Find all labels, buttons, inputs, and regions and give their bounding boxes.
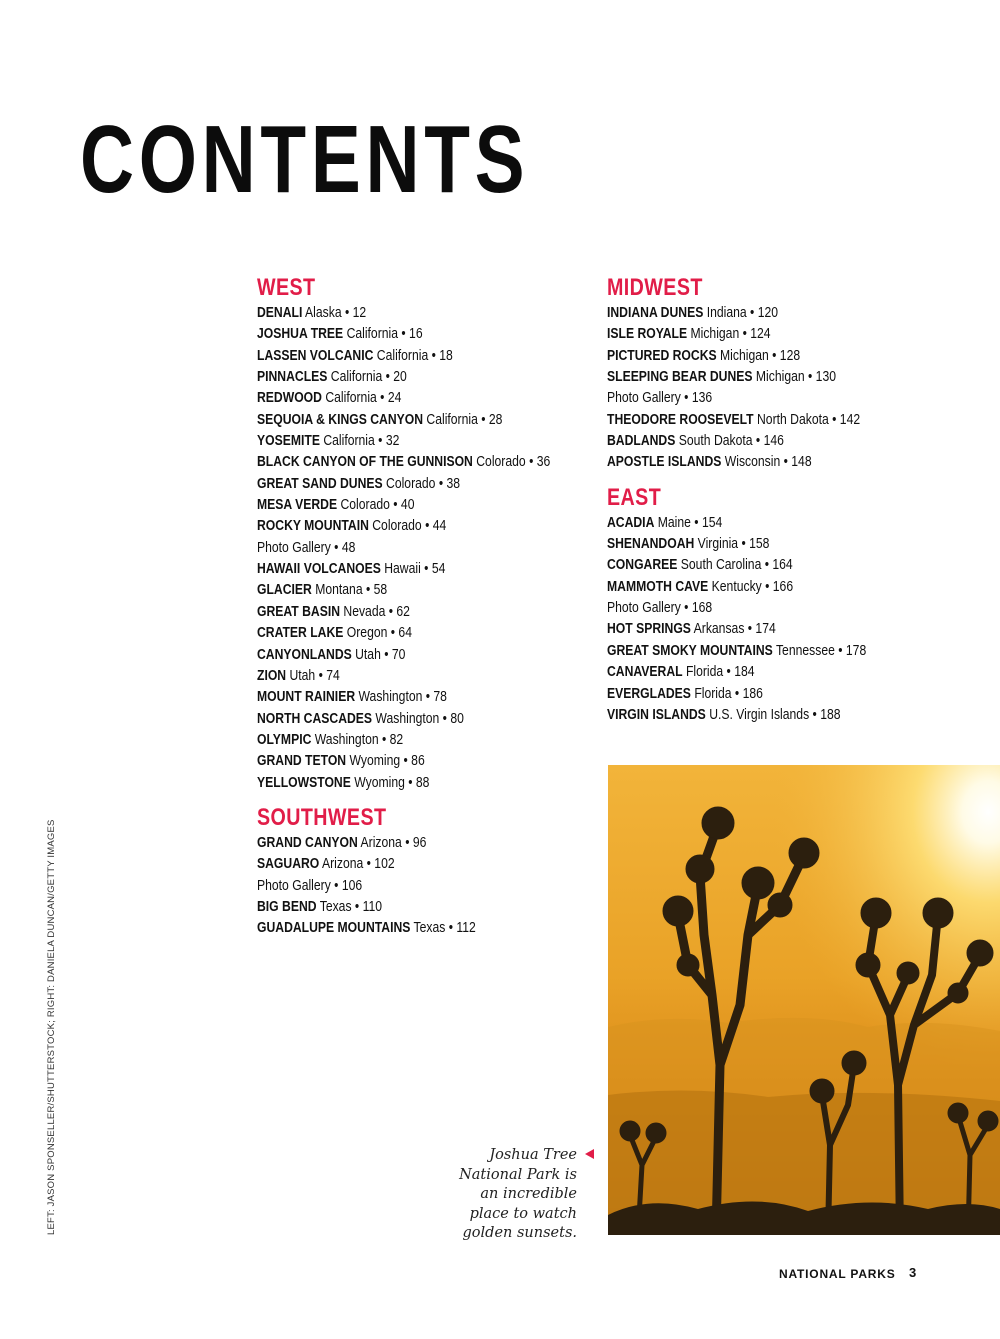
toc-entry [607,641,926,662]
toc-entry [257,367,543,388]
park-name: YOSEMITE [257,433,320,450]
entry-location-page: Arizona • 96 [357,834,427,851]
park-name: DENALI [257,305,303,321]
park-name: CANAVERAL [607,664,683,681]
park-name: GRAND TETON [257,753,347,770]
toc-entry [257,303,543,324]
toc-entry [257,623,543,644]
park-name: EVERGLADES [607,685,691,702]
entry-location-page: Michigan • 124 [687,326,771,343]
entry-location-page: California • 16 [343,326,423,343]
toc-entry [257,854,543,875]
entry-location-page: Michigan • 128 [716,347,801,364]
park-name: INDIANA DUNES [607,305,704,321]
toc-entry [257,516,543,537]
entry-location-page: Colorado • 36 [472,454,551,471]
toc-entry [257,602,543,623]
park-name: JOSHUA TREE [257,326,344,343]
entry-location-page: Photo Gallery • 106 [257,877,363,894]
entry-list [257,833,597,940]
toc-entry [257,388,543,409]
toc-entry [607,555,926,576]
park-name: THEODORE ROOSEVELT [607,411,754,428]
entry-location-page: Florida • 186 [690,685,763,702]
park-name: GREAT BASIN [257,603,341,620]
entry-location-page: Indiana • 120 [703,305,779,321]
park-name: LASSEN VOLCANIC [257,347,374,364]
section-west [257,276,597,794]
park-name: GRAND CANYON [257,834,358,851]
entry-list [607,513,987,726]
entry-location-page: California • 28 [423,411,503,428]
entry-location-page: Oregon • 64 [343,625,412,642]
park-name: GLACIER [257,582,312,599]
toc-entry [257,495,543,516]
entry-location-page: Florida • 184 [682,664,755,681]
toc-entry [607,410,926,431]
section-heading: MIDWEST [607,274,703,301]
entry-location-page: Wyoming • 88 [350,774,430,791]
park-name: GREAT SAND DUNES [257,475,383,492]
section-southwest [257,803,597,940]
entry-location-page: South Dakota • 146 [675,433,784,450]
park-name: BIG BEND [257,898,317,915]
toc-entry [607,598,926,619]
park-name: REDWOOD [257,390,322,407]
park-name: MESA VERDE [257,497,338,514]
entry-location-page: Arizona • 102 [319,856,395,873]
toc-entry [257,580,543,601]
toc-entry [257,730,543,751]
toc-entry [257,538,543,559]
page-number: 3 [909,1265,917,1280]
park-name: YELLOWSTONE [257,774,351,791]
park-name: CONGAREE [607,557,678,574]
entry-location-page: Washington • 80 [372,710,464,727]
entry-list [607,303,987,474]
toc-entry [257,876,543,897]
park-name: HAWAII VOLCANOES [257,561,381,578]
park-name: GUADALUPE MOUNTAINS [257,920,411,937]
park-name: CANYONLANDS [257,646,352,663]
entry-location-page: California • 20 [327,369,407,386]
entry-location-page: Texas • 110 [316,898,383,915]
toc-entry [607,513,926,534]
toc-entry [607,367,926,388]
joshua-tree-photo [608,765,1000,1235]
toc-entry [257,645,543,666]
toc-entry [607,431,926,452]
park-name: APOSTLE ISLANDS [607,454,722,471]
toc-entry [607,662,926,683]
toc-entry [607,452,926,473]
entry-location-page: Kentucky • 166 [708,578,794,595]
park-name: ROCKY MOUNTAIN [257,518,369,535]
park-name: SAGUARO [257,856,320,873]
section-heading: WEST [257,274,316,301]
section-midwest [607,276,987,474]
toc-entry [257,833,543,854]
toc-entry [607,346,926,367]
caption-pointer-icon [585,1149,594,1159]
toc-entry [257,773,543,794]
entry-location-page: South Carolina • 164 [677,557,793,574]
entry-location-page: Nevada • 62 [340,603,410,620]
entry-location-page: Colorado • 40 [337,497,415,514]
toc-entry [257,474,543,495]
entry-location-page: Washington • 78 [355,689,447,706]
entry-location-page: Photo Gallery • 48 [257,539,356,556]
entry-location-page: Michigan • 130 [752,369,837,386]
toc-entry [257,346,543,367]
park-name: VIRGIN ISLANDS [607,706,706,723]
entry-location-page: Colorado • 44 [368,518,447,535]
entry-location-page: Washington • 82 [311,731,404,748]
entry-location-page: Wyoming • 86 [346,753,425,770]
park-name: SEQUOIA & KINGS CANYON [257,411,424,428]
entry-location-page: California • 32 [319,433,400,450]
entry-location-page: Texas • 112 [410,920,476,937]
entry-location-page: Colorado • 38 [382,475,461,492]
toc-entry [257,324,543,345]
park-name: CRATER LAKE [257,625,344,642]
entry-location-page: Utah • 70 [351,646,406,663]
toc-entry [607,684,926,705]
toc-entry [257,751,543,772]
park-name: ISLE ROYALE [607,326,688,343]
park-name: GREAT SMOKY MOUNTAINS [607,642,773,659]
park-name: ACADIA [607,514,655,531]
park-name: HOT SPRINGS [607,621,691,638]
entry-location-page: Virginia • 158 [694,536,770,553]
park-name: BADLANDS [607,433,676,450]
entry-location-page: Wisconsin • 148 [721,454,812,471]
contents-column-left [257,276,597,952]
toc-entry [607,534,926,555]
park-name: ZION [257,667,287,684]
section-heading: EAST [607,483,662,511]
toc-entry [257,452,551,473]
toc-entry [607,388,926,409]
park-name: MOUNT RAINIER [257,689,356,706]
toc-entry [257,431,543,452]
toc-entry [257,559,543,580]
page-title: CONTENTS [80,106,530,213]
entry-location-page: Alaska • 12 [302,305,367,321]
toc-entry [607,619,926,640]
entry-location-page: Photo Gallery • 168 [607,600,713,617]
toc-entry [607,577,926,598]
entry-location-page: Tennessee • 178 [772,642,867,659]
entry-location-page: Maine • 154 [654,514,723,531]
toc-entry [257,918,543,939]
park-name: BLACK CANYON OF THE GUNNISON [257,454,473,471]
contents-column-right [607,276,987,738]
entry-location-page: California • 24 [321,390,402,407]
entry-location-page: Hawaii • 54 [380,561,446,578]
park-name: MAMMOTH CAVE [607,578,709,595]
toc-entry [257,666,543,687]
entry-location-page: Montana • 58 [311,582,388,599]
photo-caption: Joshua Tree National Park is an incredible place to watch golden sunsets. [459,1147,577,1241]
park-name: SHENANDOAH [607,536,695,553]
park-name: NORTH CASCADES [257,710,373,727]
toc-entry [607,324,926,345]
entry-list [257,303,597,794]
toc-entry [257,687,543,708]
section-heading: SOUTHWEST [257,803,387,831]
footer-title: NATIONAL PARKS [779,1267,896,1281]
toc-entry [607,303,926,324]
entry-location-page: Arkansas • 174 [690,621,776,638]
entry-location-page: California • 18 [373,347,453,364]
entry-location-page: North Dakota • 142 [753,411,861,428]
toc-entry [607,705,926,726]
entry-location-page: U.S. Virgin Islands • 188 [705,706,841,723]
toc-entry [257,709,543,730]
section-east [607,483,987,726]
photo-credit: LEFT: JASON SPONSELLER/SHUTTERSTOCK; RIGHT: DANIELA DUNCAN/GETTY IMAGES [46,819,57,1235]
entry-location-page: Utah • 74 [286,667,340,684]
toc-entry [257,897,543,918]
park-name: PINNACLES [257,369,328,386]
park-name: PICTURED ROCKS [607,347,717,364]
park-name: OLYMPIC [257,731,312,748]
toc-entry [257,410,543,431]
entry-location-page: Photo Gallery • 136 [607,390,713,407]
park-name: SLEEPING BEAR DUNES [607,369,753,386]
